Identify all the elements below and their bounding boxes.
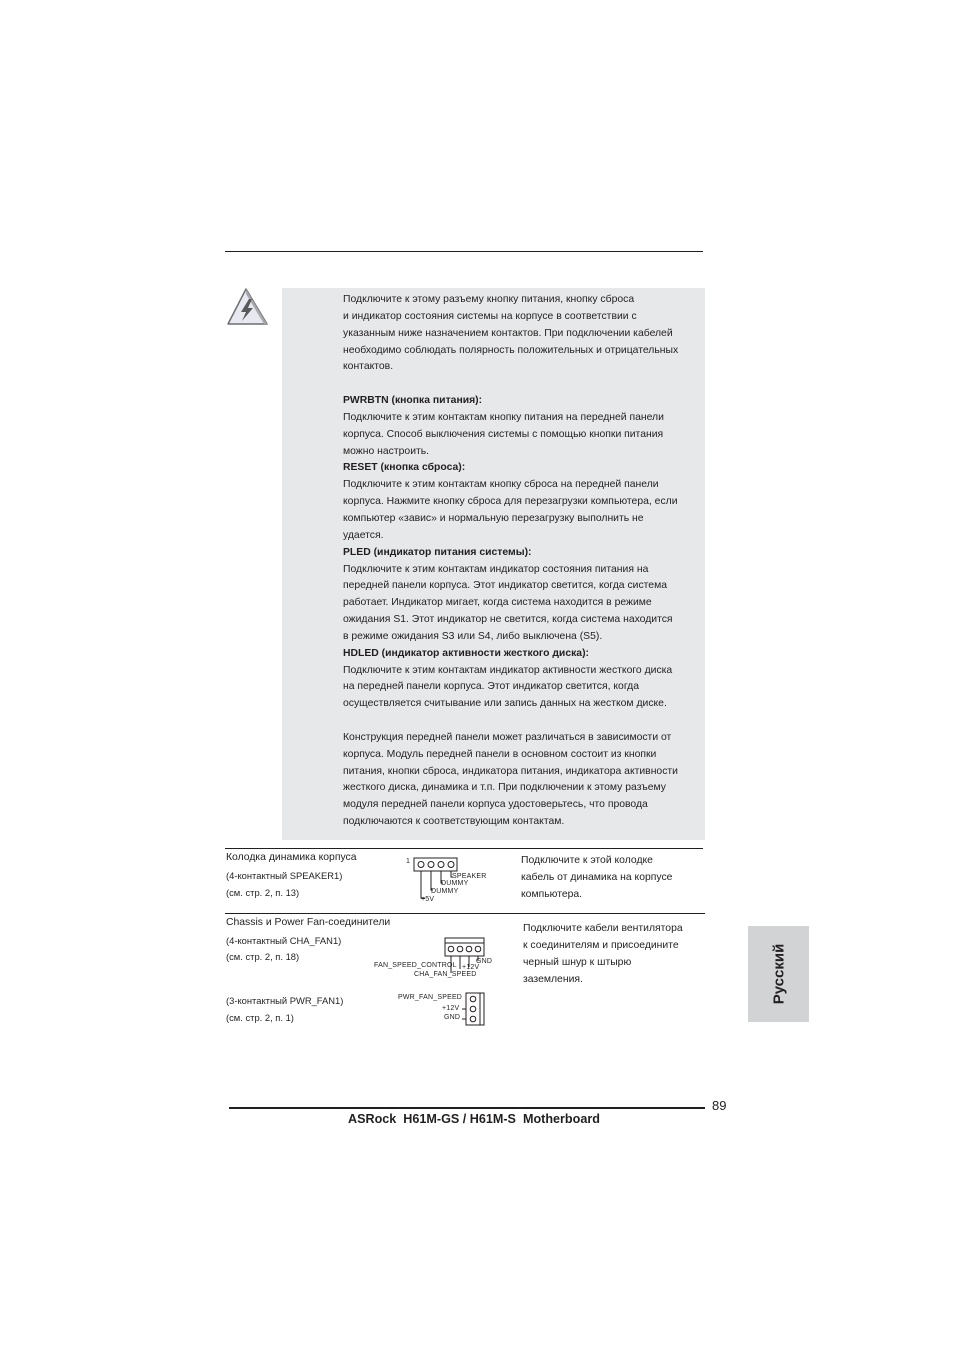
speaker-pin-label: +5V bbox=[421, 896, 435, 903]
note-intro-line: указанным ниже назначением контактов. При подключении кабелей bbox=[343, 327, 673, 339]
fan-title: Chassis и Power Fan-соединители bbox=[226, 917, 391, 928]
speaker-pin-label: DUMMY bbox=[431, 888, 459, 895]
speaker-desc-line: кабель от динамика на корпусе bbox=[521, 872, 673, 883]
note-intro-line: необходимо соблюдать полярность положительных и отрицательных bbox=[343, 344, 679, 356]
note-outro-line: питания, кнопки сброса, индикатора питания, индикатора активности bbox=[343, 765, 678, 777]
fan-desc-line: черный шнур к штырю bbox=[523, 957, 632, 968]
fan-rule bbox=[225, 913, 705, 914]
speaker-rule bbox=[225, 848, 703, 849]
speaker-title: Колодка динамика корпуса bbox=[226, 852, 357, 863]
note-intro-line: Подключите к этому разъему кнопку питания, кнопку сброса bbox=[343, 294, 635, 305]
pwr-fan-pin-label: PWR_FAN_SPEED bbox=[398, 994, 463, 1001]
language-side-tab-label: Русский bbox=[770, 943, 787, 1005]
cha-fan-pin-label: +12V bbox=[462, 964, 480, 971]
reset-line: компьютер «завис» и нормальную перезагрузку выполнить не bbox=[343, 512, 644, 524]
speaker-pin-one-label: 1 bbox=[406, 858, 411, 865]
pwrbtn-title: PWRBTN (кнопка питания): bbox=[343, 395, 483, 407]
fan-desc-line: Подключите кабели вентилятора bbox=[523, 923, 683, 934]
note-outro-line: жесткого диска, динамика и т.п. При подключении к этому разъему bbox=[343, 782, 666, 794]
pled-line: в режиме ожидания S3 или S4, либо выключена (S5). bbox=[343, 630, 603, 642]
cha-fan-sub2: (см. стр. 2, п. 18) bbox=[226, 951, 300, 962]
cha-fan-pin-label: GND bbox=[476, 958, 493, 965]
pled-line: работает. Индикатор мигает, когда система находится в режиме bbox=[343, 597, 652, 609]
cha-fan-pin-label: CHA_FAN_SPEED bbox=[414, 971, 477, 978]
hdled-line: Подключите к этим контактам индикатор активности жесткого диска bbox=[343, 664, 673, 676]
hdled-title: HDLED (индикатор активности жесткого диска): bbox=[343, 647, 590, 659]
reset-line: корпуса. Нажмите кнопку сброса для перезагрузки компьютера, если bbox=[343, 496, 678, 508]
note-text bbox=[343, 292, 713, 831]
speaker-sub1: (4-контактный SPEAKER1) bbox=[226, 870, 343, 881]
pwrbtn-line: можно настроить. bbox=[343, 445, 430, 457]
pwr-fan-pin-label: GND bbox=[444, 1014, 461, 1021]
fan-desc-line: к соединителям и присоедините bbox=[523, 940, 679, 951]
cha-fan-pin-label: FAN_SPEED_CONTROL bbox=[374, 962, 457, 969]
pwr-fan-sub2: (см. стр. 2, п. 1) bbox=[226, 1012, 294, 1023]
note-outro-line: модуля передней панели корпуса удостоверьтесь, что провода bbox=[343, 799, 648, 811]
cha-fan-sub1: (4-контактный CHA_FAN1) bbox=[226, 935, 342, 946]
hdled-line: на передней панели корпуса. Этот индикатор светится, когда bbox=[343, 681, 639, 693]
speaker-pin-label: DUMMY bbox=[441, 880, 469, 887]
footer-title: ASRock H61M-GS / H61M-S Motherboard bbox=[348, 1112, 600, 1126]
speaker-pin-label: SPEAKER bbox=[452, 873, 487, 880]
hdled-line: осуществляется считывание или запись данных на жестком диске. bbox=[343, 698, 667, 710]
note-intro-line: и индикатор состояния системы на корпусе в соответствии с bbox=[343, 310, 637, 322]
reset-line: Подключите к этим контактам кнопку сброса на передней панели bbox=[343, 479, 659, 491]
pwr-fan-pin-label: +12V bbox=[442, 1005, 460, 1012]
pled-line: ожидания S1. Этот индикатор не светится, когда система находится bbox=[343, 614, 673, 626]
fan-description bbox=[523, 920, 683, 988]
note-outro-line: Конструкция передней панели может различаться в зависимости от bbox=[343, 731, 672, 743]
pwrbtn-line: корпуса. Способ выключения системы с помощью кнопки питания bbox=[343, 428, 664, 440]
fan-desc-line: заземления. bbox=[523, 974, 583, 985]
note-outro-line: подключаются к соответствующим контактам. bbox=[343, 816, 565, 828]
speaker-desc-line: Подключите к этой колодке bbox=[521, 855, 653, 866]
reset-title: RESET (кнопка сброса): bbox=[343, 462, 466, 474]
pled-line: Подключите к этим контактам индикатор состояния питания на bbox=[343, 563, 649, 575]
pled-title: PLED (индикатор питания системы): bbox=[343, 546, 532, 558]
footer-rule bbox=[229, 1107, 705, 1109]
pwrbtn-line: Подключите к этим контактам кнопку питания на передней панели bbox=[343, 411, 664, 423]
language-side-tab bbox=[748, 926, 809, 1022]
note-intro-line: контактов. bbox=[343, 361, 394, 373]
speaker-sub2: (см. стр. 2, п. 13) bbox=[226, 887, 300, 898]
top-rule bbox=[225, 251, 703, 252]
warning-icon bbox=[226, 286, 270, 328]
speaker-desc-line: компьютера. bbox=[521, 889, 583, 900]
pwr-fan-sub1: (3-контактный PWR_FAN1) bbox=[226, 995, 344, 1006]
reset-line: удается. bbox=[343, 529, 384, 541]
pled-line: передней панели корпуса. Этот индикатор светится, когда система bbox=[343, 580, 668, 592]
note-outro-line: корпуса. Модуль передней панели в основном состоит из кнопки bbox=[343, 748, 657, 760]
speaker-description bbox=[521, 852, 672, 903]
page-number: 89 bbox=[712, 1098, 727, 1113]
pwr-fan-header-diagram bbox=[460, 990, 490, 1028]
